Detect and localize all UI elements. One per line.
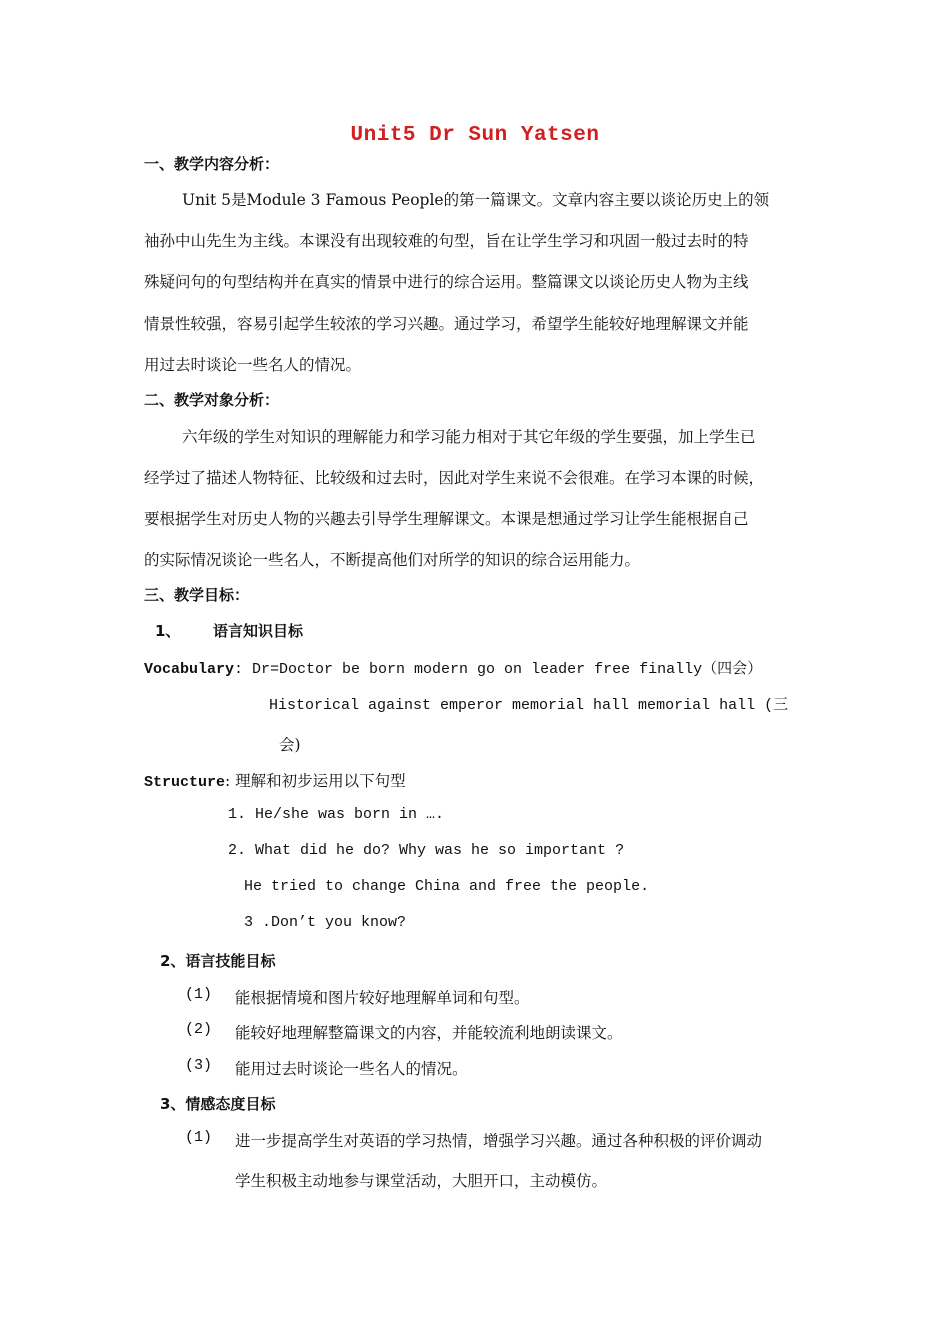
structure-intro: : 理解和初步运用以下句型	[225, 772, 406, 790]
structure-item-2: 2. What did he do? Why was he so important ?	[228, 842, 625, 859]
section-2-line-4: 的实际情况谈论一些名人，不断提高他们对所学的知识的综合运用能力。	[144, 551, 641, 569]
objective-2-heading: 2、语言技能目标	[160, 952, 276, 970]
section-1-line-5: 用过去时谈论一些名人的情况。	[144, 356, 362, 374]
page-title: Unit5 Dr Sun Yatsen	[350, 124, 600, 147]
vocabulary-line-2: Historical against emperor memorial hall memorial hall (三	[269, 697, 789, 714]
section-1-line-1: Unit 5是Module 3 Famous People的第一篇课文。文章内容主要以谈论历史上的领	[182, 191, 770, 209]
objective-3-heading: 3、情感态度目标	[160, 1095, 276, 1113]
structure-item-2-answer: He tried to change China and free the people.	[244, 878, 650, 895]
section-1-line-3: 殊疑问句的句型结构并在真实的情景中进行的综合运用。整篇课文以谈论历史人物为主线	[144, 273, 749, 291]
attitude-item-1-number: (1)	[185, 1129, 213, 1146]
section-1-line-2: 袖孙中山先生为主线。本课没有出现较难的句型，旨在让学生学习和巩固一般过去时的特	[144, 232, 749, 250]
vocabulary-line-3: 会)	[279, 736, 301, 754]
skill-item-2-text: 能较好地理解整篇课文的内容，并能较流利地朗读课文。	[235, 1024, 623, 1042]
objective-1-number: 1、	[155, 622, 181, 640]
structure-item-3: 3 .Don’t you know?	[244, 914, 407, 931]
structure-item-1: 1. He/she was born in ….	[228, 806, 445, 823]
section-1-heading: 一、教学内容分析：	[144, 155, 280, 173]
skill-item-1-text: 能根据情境和图片较好地理解单词和句型。	[235, 989, 530, 1007]
attitude-item-1-line-1: 进一步提高学生对英语的学习热情，增强学习兴趣。通过各种积极的评价调动	[235, 1132, 763, 1150]
structure-line	[144, 769, 406, 791]
section-2-line-2: 经学过了描述人物特征、比较级和过去时，因此对学生来说不会很难。在学习本课的时候，	[144, 469, 765, 487]
section-2-line-3: 要根据学生对历史人物的兴趣去引导学生理解课文。本课是想通过学习让学生能根据自己	[144, 510, 749, 528]
objective-1-label: 语言知识目标	[213, 622, 304, 640]
skill-item-3-text: 能用过去时谈论一些名人的情况。	[235, 1060, 468, 1078]
vocabulary-line-1	[144, 657, 762, 678]
section-2-heading: 二、教学对象分析：	[144, 391, 280, 409]
vocabulary-words-1: : Dr=Doctor be born modern go on leader free finally（四会）	[234, 661, 763, 678]
vocabulary-label: Vocabulary	[144, 661, 235, 678]
skill-item-1-number: (1)	[185, 986, 213, 1003]
skill-item-3-number: (3)	[185, 1057, 213, 1074]
section-2-line-1: 六年级的学生对知识的理解能力和学习能力相对于其它年级的学生要强，加上学生已	[182, 428, 756, 446]
structure-label: Structure	[144, 774, 226, 791]
skill-item-2-number: (2)	[185, 1021, 213, 1038]
attitude-item-1-line-2: 学生积极主动地参与课堂活动，大胆开口，主动模仿。	[235, 1172, 608, 1190]
section-1-line-4: 情景性较强，容易引起学生较浓的学习兴趣。通过学习，希望学生能较好地理解课文并能	[144, 315, 749, 333]
section-3-heading: 三、教学目标：	[144, 586, 250, 604]
